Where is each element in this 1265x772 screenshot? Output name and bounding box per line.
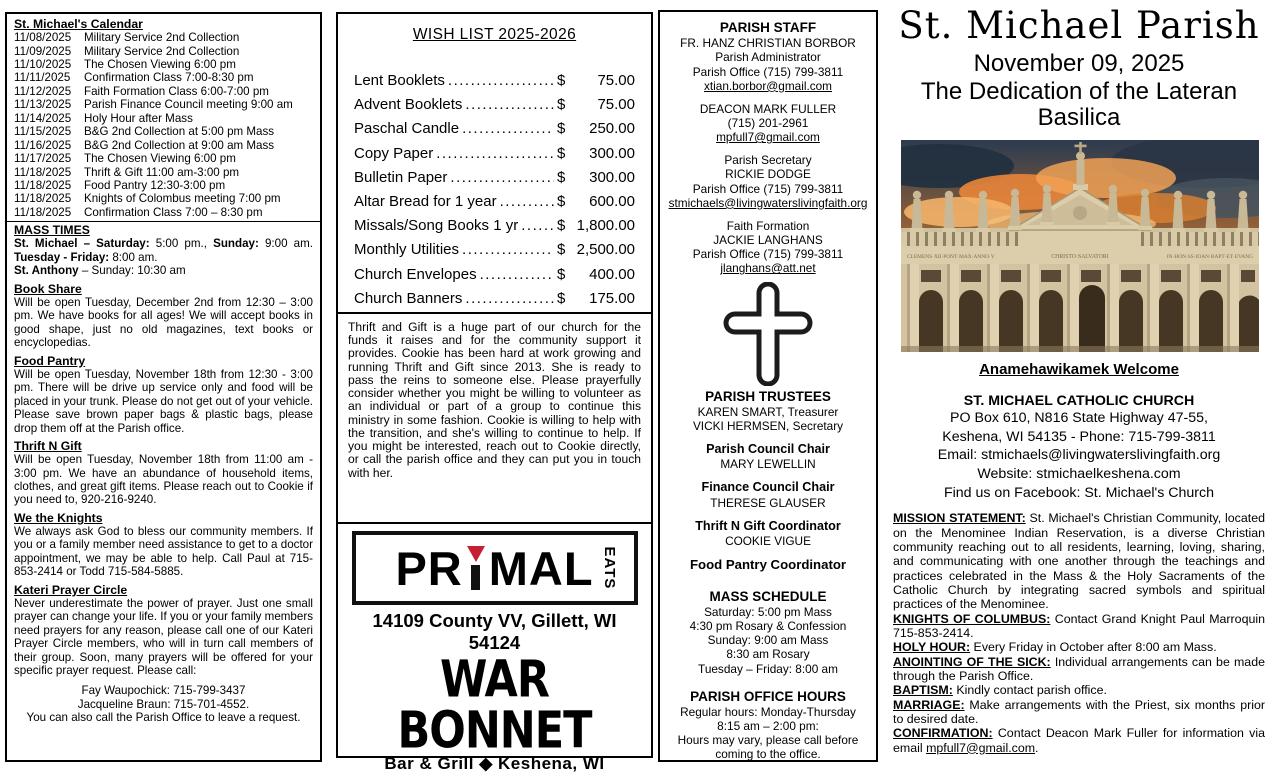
wishlist-row <box>354 72 635 96</box>
item-name: Bulletin Paper <box>354 168 448 186</box>
staff-email-link[interactable]: xtian.borbor@gmail.com <box>703 78 833 93</box>
warbonnet-logo: WAR BONNET <box>397 650 592 761</box>
item-amount: 600.00 <box>589 192 635 210</box>
mass-schedule-line: 8:30 am Rosary <box>726 647 810 662</box>
wishlist-row <box>354 96 635 120</box>
parish-title: St. Michael Parish <box>898 4 1260 47</box>
dot-leader <box>465 96 554 113</box>
event-desc: Confirmation Class 7:00-8:30 pm <box>84 71 254 85</box>
mass-schedule-line: 4:30 pm Rosary & Confession <box>689 619 847 634</box>
dot-leader <box>462 120 554 137</box>
item-name: Advent Booklets <box>354 96 463 114</box>
wishlist-section <box>338 14 651 314</box>
mass-times-segment: 8:00 am. <box>109 250 158 264</box>
staff-email-link[interactable]: jlanghans@att.net <box>720 261 816 276</box>
mass-schedule-title: MASS SCHEDULE <box>709 588 827 604</box>
knights-of-columbus <box>893 612 1265 641</box>
wishlist-row <box>354 241 635 265</box>
mass-schedule-line: Saturday: 5:00 pm Mass <box>704 605 832 620</box>
event-date: 11/18/2025 <box>14 192 72 206</box>
wishlist-row <box>354 266 635 290</box>
wishlist-row <box>354 120 635 144</box>
event-date: 11/16/2025 <box>14 138 72 152</box>
event-date: 11/13/2025 <box>14 98 72 112</box>
bulletin-date: November 09, 2025 <box>973 50 1185 77</box>
calendar-row <box>14 31 313 44</box>
mass-schedule-line: Tuesday – Friday: 8:00 am <box>698 661 838 676</box>
kateri-contact: Jacqueline Braun: 715-701-4552. <box>77 697 250 711</box>
trustee-name: KAREN SMART, Treasurer <box>697 404 839 419</box>
wishlist-panel <box>336 12 653 772</box>
currency-sign: $ <box>557 192 566 210</box>
calendar-row <box>14 179 313 192</box>
book-share-body: Will be open Tuesday, December 2nd from 12:30 – 3:00 pm. We have books for all ages! We will accept books in good shape, just no old magazines, text books or encyclopedias. <box>14 295 313 350</box>
office-hours-line: 8:15 am – 2:00 pm: <box>717 719 819 734</box>
item-amount: 300.00 <box>589 144 635 162</box>
info-text: Individual arrangements can be made through the Parish Office. <box>893 654 1265 684</box>
dot-leader <box>436 145 554 162</box>
calendar-row <box>14 112 313 125</box>
currency-sign: $ <box>557 120 566 138</box>
mass-times-segment: Tuesday - Friday: <box>14 250 110 264</box>
role-title: Food Pantry Coordinator <box>689 556 847 572</box>
parish-staff-title: PARISH STAFF <box>719 20 817 35</box>
wishlist-title: WISH LIST 2025-2026 <box>412 26 577 43</box>
office-hours-title: PARISH OFFICE HOURS <box>690 688 846 704</box>
info-text: . <box>1035 740 1039 755</box>
event-desc: B&G 2nd Collection at 9:00 am Mass <box>84 138 275 152</box>
currency-sign: $ <box>557 289 566 307</box>
mass-times-segment: St. Anthony <box>14 264 79 278</box>
currency-sign: $ <box>557 241 566 259</box>
event-desc: Faith Formation Class 6:00-7:00 pm <box>84 84 269 98</box>
staff-priest <box>663 36 873 93</box>
calendar-row <box>14 166 313 179</box>
basilica-photo <box>901 140 1259 352</box>
wishlist-items <box>354 72 635 314</box>
staff-phone: (715) 201-2961 <box>727 115 809 130</box>
staff-email-link[interactable]: mpfull7@gmail.com <box>716 130 820 145</box>
we-the-knights-body: We always ask God to bless our community members. If you or a family member need assistance to get to a doctor appointment, we may be able to help. Call Paul at 715-853-2414 or Todd 715-584-5885. <box>14 524 313 579</box>
role-name: MARY LEWELLIN <box>720 457 816 472</box>
item-name: Copy Paper <box>354 144 434 162</box>
church-contact-block <box>893 409 1265 503</box>
staff-deacon <box>663 102 873 144</box>
mass-times-title: MASS TIMES <box>14 223 90 238</box>
staff-phone: Parish Office (715) 799-3811 <box>692 181 844 196</box>
church-address-line: PO Box 610, N816 State Highway 47-55, <box>950 409 1208 426</box>
inscription-right: IN·HON·SS·IOAN·BAPT·ET·EVANG <box>1166 253 1253 260</box>
primal-letters-right: MAL <box>488 541 594 595</box>
calendar-row <box>14 192 313 205</box>
dot-leader <box>480 266 554 283</box>
mass-times-anthony <box>14 264 313 277</box>
currency-sign: $ <box>557 144 566 162</box>
item-amount: 75.00 <box>597 96 635 114</box>
mass-times-segment: Sunday: <box>213 237 259 251</box>
event-date: 11/17/2025 <box>14 152 72 166</box>
info-text: Contact Grand Knight Paul Marroquin 715-853-2414. <box>893 611 1265 641</box>
staff-name: RICKIE DODGE <box>725 167 811 182</box>
calendar-row <box>14 45 313 58</box>
red-arrow-icon <box>467 546 485 562</box>
mass-schedule-line: Sunday: 9:00 am Mass <box>707 633 829 648</box>
role-name: THERESE GLAUSER <box>710 495 826 510</box>
anointing-of-the-sick <box>893 655 1265 684</box>
event-desc: B&G 2nd Collection at 5:00 pm Mass <box>84 125 275 139</box>
item-amount: 400.00 <box>589 265 635 283</box>
item-amount: 175.00 <box>589 289 635 307</box>
info-label: MARRIAGE: <box>893 697 965 712</box>
feast-title: The Dedication of the Lateran Basilica <box>920 78 1238 132</box>
event-date: 11/08/2025 <box>14 31 72 45</box>
wishlist-row <box>354 217 635 241</box>
info-label: CONFIRMATION: <box>893 726 993 741</box>
dot-leader <box>462 241 554 258</box>
item-amount: 1,800.00 <box>576 217 635 235</box>
calendar-row <box>14 125 313 138</box>
staff-name: FR. HANZ CHRISTIAN BORBOR <box>680 36 856 51</box>
primal-eats-logo <box>352 531 638 605</box>
event-date: 11/18/2025 <box>14 165 72 179</box>
item-amount: 2,500.00 <box>576 241 635 259</box>
staff-role: Parish Administrator <box>715 50 821 65</box>
item-amount: 300.00 <box>589 168 635 186</box>
event-desc: The Chosen Viewing 6:00 pm <box>84 152 236 166</box>
role-name: COOKIE VIGUE <box>725 533 811 548</box>
calendar-row <box>14 139 313 152</box>
warbonnet-tagline: Bar & Grill ◆ Keshena, WI <box>384 754 605 772</box>
food-pantry-title: Food Pantry <box>14 353 86 368</box>
cross-image <box>663 282 873 389</box>
event-desc: Food Pantry 12:30-3:00 pm <box>84 178 226 192</box>
event-desc: Military Service 2nd Collection <box>84 31 240 45</box>
mass-times-segment: – Sunday: 10:30 am <box>78 264 186 278</box>
letter-i-stem <box>471 565 480 590</box>
confirmation-email-link[interactable]: mpfull7@gmail.com <box>926 740 1036 755</box>
calendar-list <box>14 31 313 219</box>
wishlist-row <box>354 169 635 193</box>
event-desc: Thrift & Gift 11:00 am-3:00 pm <box>84 165 240 179</box>
item-name: Church Envelopes <box>354 265 477 283</box>
info-text: Kindly contact parish office. <box>952 683 1107 698</box>
item-name: Lent Booklets <box>354 72 445 89</box>
event-date: 11/15/2025 <box>14 125 72 139</box>
wishlist-row <box>354 145 635 169</box>
info-text: Every Friday in October after 8:00 am Mass. <box>970 640 1217 655</box>
item-name: Paschal Candle <box>354 120 460 138</box>
event-date: 11/18/2025 <box>14 178 72 192</box>
baptism <box>893 683 1265 697</box>
church-email-line: Email: stmichaels@livingwaterslivingfaith.org <box>937 447 1221 464</box>
calendar-row <box>14 152 313 165</box>
info-label: KNIGHTS OF COLUMBUS: <box>893 611 1051 626</box>
ads-section <box>338 524 651 772</box>
info-label: BAPTISM: <box>893 683 953 698</box>
currency-sign: $ <box>557 96 566 114</box>
event-date: 11/11/2025 <box>14 71 71 85</box>
info-text: St. Michael's Christian Community, located on the Menominee Indian Reservation, is a diverse Christian community reaching out to all residents, learning, loving, sharing, and communicating with one another through the teachings and practices celebrated in the Mass & the Holy Sacraments of the Catholic Church by integrating sacred symbols and spiritual practices of the Menominee. <box>893 511 1265 612</box>
holy-hour <box>893 640 1265 654</box>
cross-icon <box>720 282 816 386</box>
event-desc: Holy Hour after Mass <box>84 111 193 125</box>
parish-info-block <box>893 511 1265 755</box>
church-name: ST. MICHAEL CATHOLIC CHURCH <box>963 392 1195 409</box>
item-amount: 250.00 <box>589 120 635 138</box>
masthead-panel <box>893 4 1265 755</box>
staff-email-link[interactable]: stmichaels@livingwaterslivingfaith.org <box>668 195 868 210</box>
trustee-name: VICKI HERMSEN, Secretary <box>692 419 844 434</box>
event-date: 11/12/2025 <box>14 84 72 98</box>
role-title: Parish Council Chair <box>706 442 830 457</box>
calendar-row <box>14 206 313 219</box>
staff-phone: Parish Office (715) 799-3811 <box>692 64 844 79</box>
office-hours-line: coming to the office. <box>715 747 821 762</box>
dot-leader <box>450 169 554 186</box>
dot-leader <box>465 290 554 307</box>
parish-staff-panel <box>658 10 878 762</box>
item-amount: 75.00 <box>597 72 635 89</box>
item-name: Monthly Utilities <box>354 241 460 259</box>
staff-name: JACKIE LANGHANS <box>713 233 823 248</box>
event-date: 11/18/2025 <box>14 205 72 219</box>
dot-leader <box>448 72 554 89</box>
event-desc: The Chosen Viewing 6:00 pm <box>84 58 236 72</box>
kateri-body: Never underestimate the power of prayer. Just one small prayer can change your life. If you or your family members need prayers for any reason, please call one of our Kateri Prayer Circle members, who will in turn call members of their group. Soon, many prayers will be offered for your specific prayer request. Please call: <box>14 596 313 678</box>
info-text: Contact Deacon Mark Fuller for information via email <box>893 726 1265 755</box>
currency-sign: $ <box>557 168 566 186</box>
office-hours-line: Regular hours: Monday-Thursday <box>680 704 856 719</box>
primal-wordmark <box>395 541 594 595</box>
info-text: Make arrangements with the Priest, six months prior to desired date. <box>893 697 1265 727</box>
church-website-line: Website: stmichaelkeshena.com <box>977 465 1181 482</box>
currency-sign: $ <box>557 265 566 283</box>
staff-phone: Parish Office (715) 799-3811 <box>692 247 844 262</box>
thrift-n-gift-body: Will be open Tuesday, November 18th from 11:00 am - 3:00 pm. We have an abundance of household items, clothes, and great gift items. Please reach out to Cookie if you need to, 920-216-9240. <box>14 453 313 507</box>
primal-letter-i <box>467 546 485 590</box>
mass-times-segment: St. Michael – Saturday: <box>14 237 150 251</box>
item-name: Missals/Song Books 1 yr <box>354 217 519 235</box>
primal-address: 14109 County VV, Gillett, WI 54124 <box>372 610 617 653</box>
calendar-row <box>14 85 313 98</box>
food-pantry-body: Will be open Tuesday, November 18th from 12:30 - 3:00 pm. There will be drive up service only and food will be placed in your trunk. Please do not get out of your vehicle. Please save brown paper bags & plastic bags, please drop them off at the Parish office. <box>14 367 313 435</box>
primal-eats-vertical-text: EATS <box>600 546 618 590</box>
staff-faith-formation <box>663 219 873 276</box>
kateri-contact: Fay Waupochick: 715-799-3437 <box>81 684 246 698</box>
staff-secretary <box>663 153 873 210</box>
wishlist-row <box>354 193 635 217</box>
calendar-title: St. Michael's Calendar <box>14 17 143 31</box>
currency-sign: $ <box>557 72 566 89</box>
dot-leader <box>500 193 554 210</box>
confirmation-info <box>893 726 1265 755</box>
mass-times-segment: 9:00 am. <box>258 237 313 251</box>
calendar-row <box>14 58 313 71</box>
event-desc: Confirmation Class 7:00 – 8:30 pm <box>84 205 263 219</box>
event-date: 11/10/2025 <box>14 58 72 72</box>
trustees-title: PARISH TRUSTEES <box>705 388 831 404</box>
kateri-title: Kateri Prayer Circle <box>14 582 128 597</box>
event-desc: Knights of Colombus meeting 7:00 pm <box>84 192 281 206</box>
event-desc: Parish Finance Council meeting 9:00 am <box>84 98 293 112</box>
office-hours-line: Hours may vary, please call before <box>677 733 859 748</box>
dot-leader <box>521 217 554 234</box>
church-phone-line: Keshena, WI 54135 - Phone: 715-799-3811 <box>942 428 1216 445</box>
event-date: 11/14/2025 <box>14 111 72 125</box>
church-facebook-line: Find us on Facebook: St. Michael's Church <box>943 484 1215 501</box>
event-date: 11/09/2025 <box>14 44 72 58</box>
role-title: Finance Council Chair <box>701 480 835 495</box>
kateri-note: You can also call the Parish Office to leave a request. <box>26 711 301 725</box>
divider <box>7 221 320 222</box>
event-desc: Military Service 2nd Collection <box>84 44 240 58</box>
info-label: HOLY HOUR: <box>893 640 971 655</box>
currency-sign: $ <box>557 217 566 235</box>
mission-statement <box>893 511 1265 611</box>
calendar-row <box>14 98 313 111</box>
inscription-center: CHRISTO·SALVATORI <box>1051 253 1109 260</box>
calendar-row <box>14 71 313 84</box>
staff-role: Parish Secretary <box>724 153 812 168</box>
welcome-heading: Anamehawikamek Welcome <box>979 360 1179 378</box>
staff-name: DEACON MARK FULLER <box>699 101 837 116</box>
staff-role: Faith Formation <box>726 218 810 233</box>
primal-letters-left: PR <box>395 541 463 595</box>
marriage <box>893 698 1265 727</box>
item-name: Altar Bread for 1 year <box>354 192 497 210</box>
role-title: Thrift N Gift Coordinator <box>695 518 841 533</box>
mass-times-segment: 5:00 pm., <box>149 237 214 251</box>
info-label: MISSION STATEMENT: <box>893 511 1026 526</box>
calendar-panel <box>5 12 322 762</box>
we-the-knights-title: We the Knights <box>14 510 103 525</box>
thrift-n-gift-title: Thrift N Gift <box>14 438 82 453</box>
info-label: ANOINTING OF THE SICK: <box>893 654 1051 669</box>
book-share-title: Book Share <box>14 281 82 296</box>
wishlist-row <box>354 290 635 314</box>
inscription-left: CLEMENS·XII·PONT·MAX·ANNO·V <box>907 253 995 260</box>
thrift-gift-transition-text: Thrift and Gift is a huge part of our church for the funds it raises and for the community support it provides. Cookie has been hard at work growing and running Thrift and Gift since 2013. She is ready to pass the reins to someone else. Please prayerfully consider whether you might be willing to volunteer as an individual or part of a group to continue this ministry in some fashion. Cookie is willing to help with the transition, and she's willing to continue to help. If you might be interested, reach out to Cookie directly, or call the parish office and they can put you in touch with her. <box>338 314 651 524</box>
mass-times-text <box>14 237 313 264</box>
item-name: Church Banners <box>354 289 463 307</box>
